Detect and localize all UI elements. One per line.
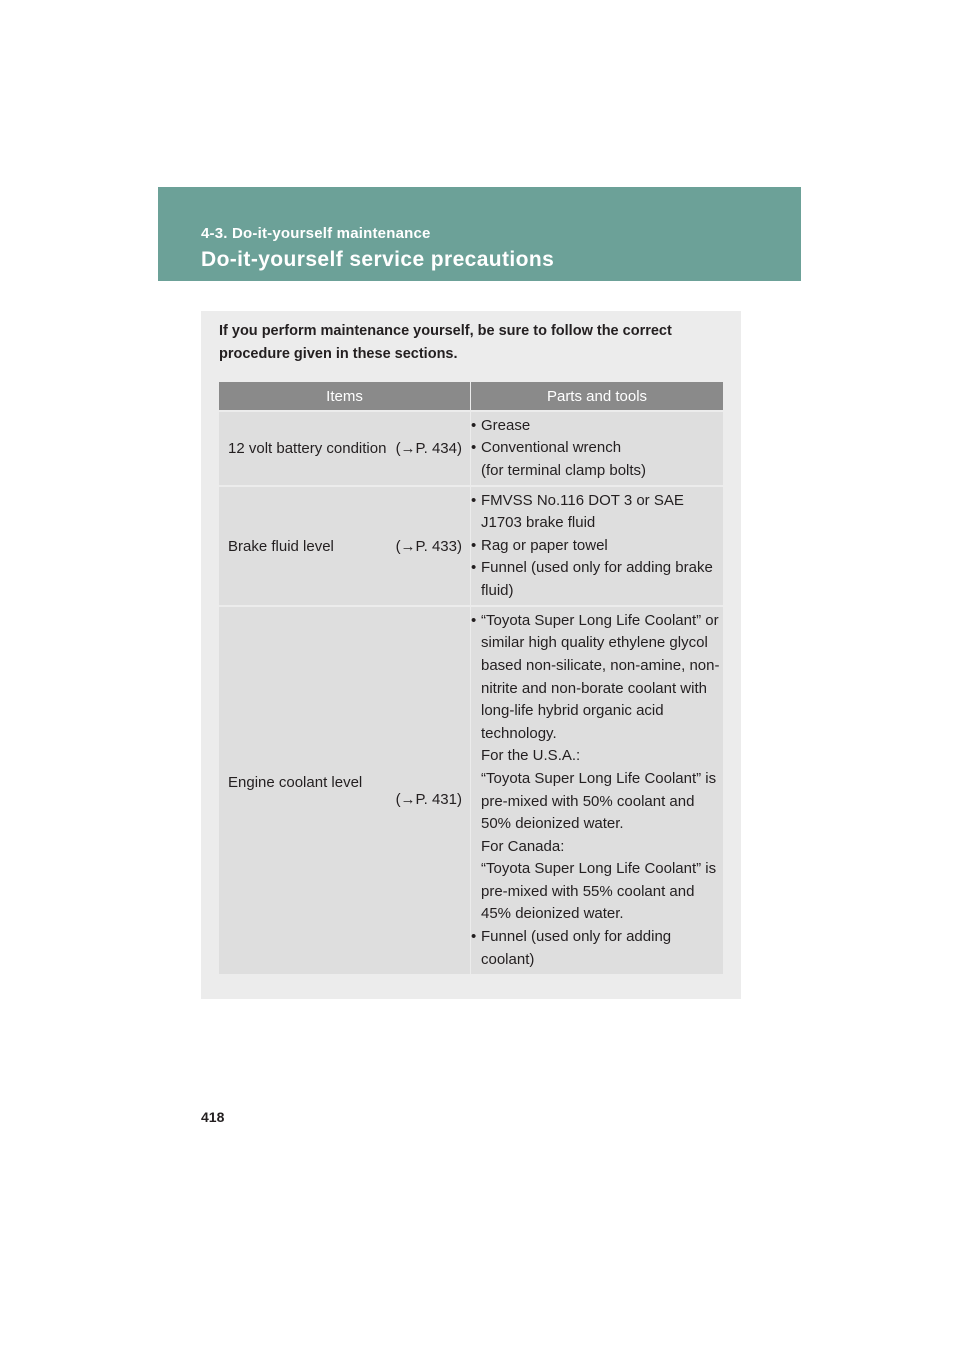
item-cell: [219, 411, 471, 486]
list-item-note: “Toyota Super Long Life Coolant” is pre-mixed with 50% coolant and 50% deionized water.: [481, 769, 717, 833]
list-item: • Funnel (used only for adding coolant): [471, 926, 723, 971]
header-items: Items: [219, 382, 471, 411]
table-row: [219, 486, 723, 606]
parts-table: [219, 382, 723, 974]
page-reference: (→P. 433): [395, 537, 462, 555]
page-reference: (→P. 434): [395, 440, 462, 457]
list-item: • Grease: [471, 415, 723, 438]
item-label: Brake fluid level: [228, 537, 334, 555]
list-item: • Rag or paper towel: [471, 535, 723, 558]
table-header-row: [219, 382, 723, 411]
list-item-note: “Toyota Super Long Life Coolant” is pre-mixed with 55% coolant and 45% deionized water.: [481, 860, 717, 923]
page-title: Do-it-yourself service precautions: [201, 248, 555, 271]
parts-cell: [471, 411, 724, 486]
item-label: 12 volt battery condition: [228, 440, 387, 457]
list-item-note: For the U.S.A.:: [481, 747, 581, 765]
page-reference: (→P. 431): [395, 790, 462, 808]
intro-text: If you perform maintenance yourself, be sure to follow the correct procedure given in these sections.: [219, 323, 672, 362]
list-item: • “Toyota Super Long Life Coolant” or similar high quality ethylene glycol based non-silicate, non-amine, non-nitrite and non-borate coolant with long-life hybrid organic acid technology. For the U.S.A.: “Toyota Super Long Life Coolant” is pre-mixed with 50% coolant and 50% deionized water. For Canada: “Toyota Super Long Life Coolant” is pre-mixed with 55% coolant and 45% deionized water.: [471, 610, 723, 926]
list-item-note: (for terminal clamp bolts): [481, 461, 647, 479]
header-band: [158, 187, 801, 281]
item-cell: [219, 486, 471, 606]
parts-cell: [471, 606, 724, 974]
content-box: [201, 311, 741, 999]
list-item-note: For Canada:: [481, 837, 565, 855]
page-number: 418: [201, 1109, 225, 1125]
table-row: [219, 606, 723, 974]
item-cell: [219, 606, 471, 974]
header-parts: Parts and tools: [471, 382, 724, 411]
list-item: • Funnel (used only for adding brake fluid): [471, 557, 723, 602]
section-label: 4-3. Do-it-yourself maintenance: [201, 225, 431, 242]
parts-cell: [471, 486, 724, 606]
list-item: • FMVSS No.116 DOT 3 or SAE J1703 brake fluid: [471, 490, 723, 535]
item-label: Engine coolant level: [228, 773, 363, 791]
table-row: [219, 411, 723, 486]
list-item: • Conventional wrench (for terminal clamp bolts): [471, 437, 723, 482]
